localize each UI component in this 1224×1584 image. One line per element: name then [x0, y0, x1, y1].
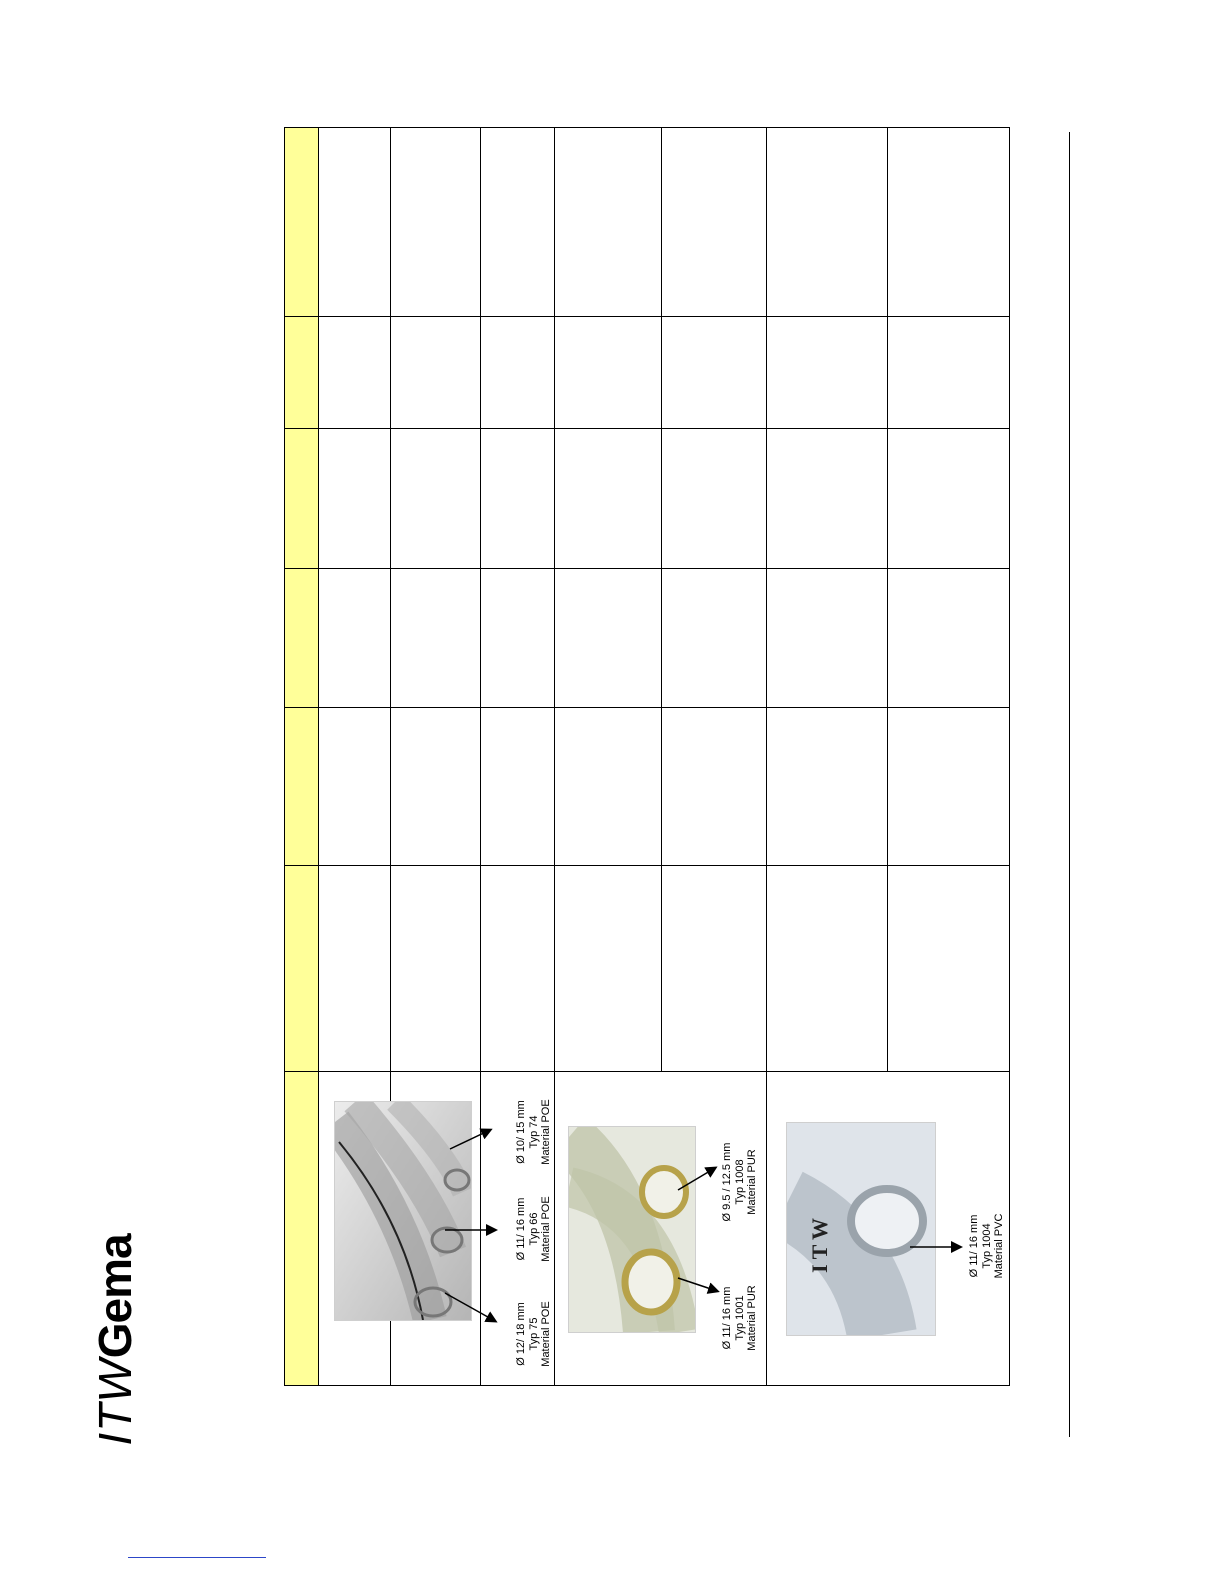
hose-material: Material POE	[540, 1196, 552, 1262]
hose-material: Material PUR	[746, 1149, 758, 1215]
hose-label	[968, 1196, 1010, 1296]
hose-material: Material PVC	[993, 1213, 1005, 1279]
hose-diameter: Ø 10/ 15 mm	[515, 1100, 527, 1164]
hose-label	[515, 1284, 557, 1384]
logo-gema: Gema	[89, 1234, 141, 1359]
hose-material: Material PUR	[746, 1285, 758, 1351]
hose-material: Material POE	[540, 1301, 552, 1367]
hose-label	[515, 1179, 557, 1279]
hose-diameter: Ø 11/ 16 mm	[968, 1214, 980, 1278]
hose-label	[515, 1082, 557, 1182]
footer-link-underline[interactable]	[128, 1557, 266, 1558]
hose-type: Typ 75	[527, 1317, 540, 1351]
hose-material: Material POE	[540, 1099, 552, 1165]
itw-gema-logo	[70, 1234, 160, 1446]
hose-diameter: Ø 11/ 16 mm	[721, 1286, 733, 1350]
hose-diameter: Ø 11/ 16 mm	[515, 1197, 527, 1261]
right-margin-rule	[1069, 132, 1070, 1437]
hose-label	[721, 1263, 763, 1373]
hose-type: Typ 66	[527, 1212, 540, 1246]
hose-diameter: Ø 9.5 / 12.5 mm	[721, 1142, 733, 1222]
hose-print-text: I T W	[807, 1217, 832, 1273]
hose-type: Typ 74	[527, 1115, 540, 1149]
hose-label	[721, 1127, 763, 1237]
hose-type: Typ 1004	[980, 1223, 993, 1269]
hose-type: Typ 1008	[733, 1159, 746, 1205]
hose-type: Typ 1001	[733, 1295, 746, 1341]
logo-itw: ITW	[89, 1358, 141, 1446]
hose-diameter: Ø 12/ 18 mm	[515, 1302, 527, 1366]
logo-text	[88, 1234, 142, 1445]
callout-arrows	[285, 128, 1011, 1387]
hose-comparison-table	[284, 127, 1010, 1386]
